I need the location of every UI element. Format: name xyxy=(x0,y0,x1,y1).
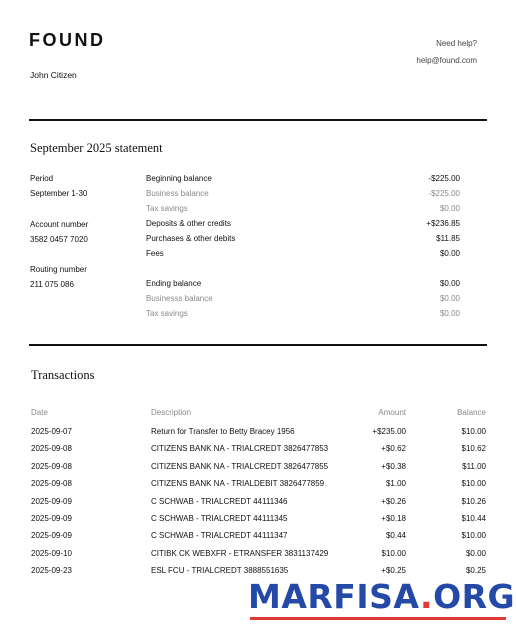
table-row xyxy=(31,479,486,491)
routing-number-label: Routing number xyxy=(30,265,87,274)
table-row xyxy=(31,531,486,543)
balance-amount: $0.00 xyxy=(439,204,460,213)
balance-amount: -$225.00 xyxy=(428,189,460,198)
cell-date: 2025-09-09 xyxy=(31,531,72,541)
balance-row xyxy=(146,189,460,201)
watermark-text-right: ORG xyxy=(433,577,516,616)
cell-date: 2025-09-09 xyxy=(31,514,72,523)
cell-balance: $10.44 xyxy=(461,514,486,523)
table-row xyxy=(31,444,486,456)
column-header-date: Date xyxy=(31,408,48,417)
balance-row xyxy=(146,204,460,216)
balance-amount: $0.00 xyxy=(439,294,460,303)
help-email-link[interactable]: help@found.com xyxy=(416,56,477,65)
need-help-label: Need help? xyxy=(436,39,477,48)
found-logo: FOUND xyxy=(29,30,106,50)
cell-balance: $10.26 xyxy=(461,496,486,506)
balance-row xyxy=(146,174,460,186)
cell-description: CITIZENS BANK NA - TRIALCREDT 3826477853 xyxy=(151,444,329,454)
period-label: Period xyxy=(30,174,54,183)
cell-balance: $0.25 xyxy=(465,566,486,576)
balance-amount: $0.00 xyxy=(439,309,460,318)
balance-row xyxy=(146,249,460,261)
transactions-title: Transactions xyxy=(31,368,95,382)
account-number-label: Account number xyxy=(30,220,89,229)
cell-balance: $0.00 xyxy=(465,548,486,558)
table-row xyxy=(31,514,486,526)
statement-title: September 2025 statement xyxy=(30,141,163,155)
cell-amount: +$0.38 xyxy=(381,461,406,471)
cell-balance: $10.00 xyxy=(461,531,486,541)
cell-amount: $1.00 xyxy=(385,479,406,489)
cell-amount: +$235.00 xyxy=(372,427,406,436)
balance-label: Business balance xyxy=(146,189,209,198)
cell-description: CITIZENS BANK NA - TRIALCREDT 3826477855 xyxy=(151,461,329,471)
balance-label: Businesss balance xyxy=(146,294,213,303)
cell-date: 2025-09-23 xyxy=(31,566,72,576)
balance-label: Beginning balance xyxy=(146,174,212,183)
cell-description: ESL FCU - TRIALCREDT 3888551635 xyxy=(151,566,289,576)
header-divider xyxy=(29,119,487,121)
balance-label: Fees xyxy=(146,249,164,258)
marfisa-watermark xyxy=(248,577,515,616)
cell-date: 2025-09-09 xyxy=(31,496,72,506)
cell-date: 2025-09-08 xyxy=(31,479,72,489)
cell-date: 2025-09-08 xyxy=(31,444,72,454)
balance-label: Deposits & other credits xyxy=(146,219,231,228)
account-number-value: 3582 0457 7020 xyxy=(30,235,88,244)
routing-number-value: 211 075 086 xyxy=(30,280,74,289)
cell-balance: $11.00 xyxy=(462,461,486,471)
balance-row xyxy=(146,294,460,306)
cell-balance: $10.00 xyxy=(461,479,486,489)
table-row xyxy=(31,549,486,561)
cell-description: C SCHWAB - TRIALCREDT 44111346 xyxy=(151,496,288,506)
period-value: September 1-30 xyxy=(30,189,88,198)
cell-balance: $10.62 xyxy=(461,444,486,454)
balance-row xyxy=(146,279,460,291)
balance-row xyxy=(146,309,460,321)
balance-row xyxy=(146,234,460,246)
column-header-description: Description xyxy=(151,408,192,417)
table-row xyxy=(31,462,486,474)
balance-amount: +$236.85 xyxy=(426,219,460,228)
balance-amount: -$225.00 xyxy=(428,174,460,183)
cell-description: CITIBK CK WEBXFR - ETRANSFER 3831137429 xyxy=(151,548,329,558)
summary-divider xyxy=(29,344,487,346)
watermark-underline xyxy=(250,617,506,620)
balance-label: Tax savings xyxy=(146,309,188,318)
cell-amount: +$0.26 xyxy=(381,496,406,506)
cell-amount: +$0.62 xyxy=(381,444,406,454)
balance-amount: $0.00 xyxy=(439,279,460,288)
cell-amount: +$0.25 xyxy=(381,566,406,576)
cell-amount: $10.00 xyxy=(381,548,406,558)
table-header-row xyxy=(31,408,486,420)
cell-description: C SCHWAB - TRIALCREDT 44111345 xyxy=(151,514,288,523)
column-header-balance: Balance xyxy=(457,408,486,417)
balance-label: Tax savings xyxy=(146,204,188,213)
balance-amount: $0.00 xyxy=(439,249,460,258)
balance-label: Purchases & other debits xyxy=(146,234,236,243)
cell-amount: +$0.18 xyxy=(381,514,406,523)
balance-label: Ending balance xyxy=(146,279,202,288)
cell-description: C SCHWAB - TRIALCREDT 44111347 xyxy=(151,531,288,541)
table-row xyxy=(31,427,486,439)
watermark-dot: . xyxy=(420,577,434,616)
cell-date: 2025-09-07 xyxy=(31,427,72,436)
balance-row xyxy=(146,219,460,231)
cell-description: Return for Transfer to Betty Bracey 1956 xyxy=(151,427,295,436)
help-block xyxy=(416,35,477,69)
cell-amount: $0.44 xyxy=(385,531,406,541)
customer-name: John Citizen xyxy=(30,70,77,80)
cell-balance: $10.00 xyxy=(461,427,486,436)
cell-description: CITIZENS BANK NA - TRIALDEBIT 3826477859 xyxy=(151,479,325,489)
balance-amount: $11.85 xyxy=(436,234,460,243)
table-row xyxy=(31,497,486,509)
watermark-text-left: MARFISA xyxy=(248,577,421,616)
cell-date: 2025-09-10 xyxy=(31,548,72,558)
column-header-amount: Amount xyxy=(378,408,406,417)
cell-date: 2025-09-08 xyxy=(31,461,72,471)
